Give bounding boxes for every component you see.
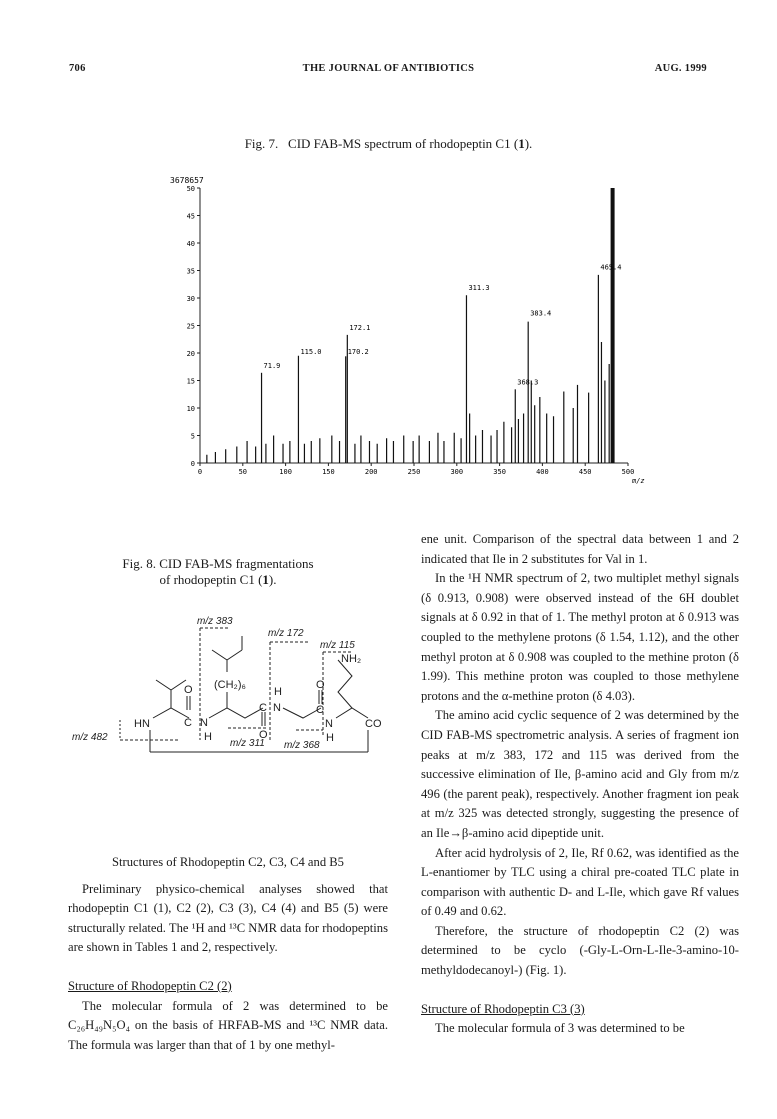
- x-tick-label: 0: [197, 468, 203, 476]
- label-h3: H: [326, 732, 334, 744]
- peak-label: 170.2: [347, 348, 369, 357]
- label-mz368: m/z 368: [284, 740, 320, 751]
- y-tick-label: 10: [186, 405, 195, 413]
- fragmentation-structure: [68, 600, 398, 800]
- left-para-2: The molecular formula of 2 was determined to be C₂₆H₄₉N₅O₄ on the basis of HRFAB-MS and ¹³C NMR data. The formula was larger than that of 1 by one methyl-: [68, 998, 388, 1052]
- backbone-orn: [336, 708, 368, 718]
- x-tick-label: 300: [450, 468, 464, 476]
- right-para-1: ene unit. Comparison of the spectral data between 1 and 2 indicated that Ile in 2 substitutes for Val in 1.: [421, 532, 739, 566]
- x-tick-label: 400: [536, 468, 549, 476]
- label-o1: O: [184, 684, 193, 696]
- right-column: [421, 530, 739, 1039]
- fig8-caption-line2: [68, 572, 368, 588]
- x-axis-unit: m/z: [632, 477, 645, 485]
- y-tick-label: 50: [186, 185, 195, 193]
- issue-date: AUG. 1999: [654, 63, 707, 74]
- label-c2: C: [259, 702, 267, 714]
- label-mz311: m/z 311: [230, 738, 265, 749]
- fig7-caption-prefix: Fig. 7.: [244, 136, 279, 151]
- fig7-caption: [0, 136, 777, 152]
- label-n2: N: [273, 702, 281, 714]
- x-tick-label: 250: [407, 468, 421, 476]
- y-scale-max-label: 3678657: [170, 176, 204, 185]
- right-para-6: The molecular formula of 3 was determined to be: [435, 1021, 685, 1036]
- x-tick-label: 100: [279, 468, 292, 476]
- x-tick-label: 500: [621, 468, 635, 476]
- y-tick-label: 35: [186, 267, 195, 276]
- val-side-chain: [156, 680, 171, 708]
- x-tick-label: 50: [238, 468, 248, 476]
- y-tick-label: 45: [186, 212, 195, 221]
- ms-spectrum-chart: [160, 170, 660, 500]
- left-column: [68, 853, 388, 1055]
- fig8-caption-compound: 1: [262, 572, 269, 587]
- fig8-caption-line1: Fig. 8. CID FAB-MS fragmentations: [122, 556, 314, 571]
- peak-label: 465.4: [600, 263, 622, 272]
- label-nh2: NH₂: [341, 653, 362, 665]
- label-o3: O: [316, 679, 325, 691]
- peak-label: 368.3: [517, 378, 539, 387]
- label-h2: H: [274, 686, 282, 698]
- right-para-5: Therefore, the structure of rhodopeptin C2 (2) was determined to be cyclo (-Gly-L-Orn-L-Ile-3-amino-10-methyldodecanoyl-) (Fig. 1).: [421, 923, 739, 978]
- x-tick-label: 450: [578, 468, 592, 476]
- label-c3: C: [316, 704, 324, 716]
- subheading-c3: Structure of Rhodopeptin C3 (3): [421, 1001, 585, 1016]
- y-tick-label: 5: [190, 432, 195, 441]
- page-number: 706: [69, 63, 86, 74]
- peak-label: 383.4: [530, 309, 552, 318]
- backbone-mid: [209, 708, 263, 718]
- beta-chain-upper: [212, 650, 227, 672]
- right-para-2: In the ¹H NMR spectrum of 2, two multiplet methyl signals (δ 0.913, 0.908) were observed instead of the 6H doublet signals at δ 0.92 in that of 1. The methyl proton at δ 0.913 was coupled to the methylene protons (δ 1.54, 1.12), and the other methyl proton at δ 0.908 was coupled to the methine proton (δ 1.99). This methine proton was coupled to those methylene protons and the α-methine proton (δ 4.03).: [421, 571, 739, 703]
- label-c1: C: [184, 717, 192, 729]
- label-mz115: m/z 115: [320, 640, 355, 651]
- journal-title: THE JOURNAL OF ANTIBIOTICS: [302, 63, 475, 74]
- label-h1: H: [204, 731, 212, 743]
- fig8-caption-text: of rhodopeptin C1 (: [159, 572, 263, 587]
- section-heading: Structures of Rhodopeptin C2, C3, C4 and B5: [112, 855, 344, 869]
- label-n3: N: [325, 718, 333, 730]
- x-tick-label: 150: [322, 468, 335, 476]
- fig8-caption-end: ).: [268, 572, 277, 587]
- beta-branch: [227, 650, 242, 660]
- y-tick-label: 0: [190, 460, 195, 468]
- label-mz172: m/z 172: [268, 628, 304, 639]
- x-tick-label: 350: [493, 468, 506, 476]
- left-para-1: Preliminary physico-chemical analyses showed that rhodopeptin C1 (1), C2 (2), C3 (3), C4 (4) and B5 (5) were structurally related. The ¹H and ¹³C NMR data for rhodopeptins are shown in Tables 1 and 2, respectively.: [68, 881, 388, 955]
- label-co: CO: [365, 718, 382, 730]
- peak-label: 172.1: [349, 323, 371, 332]
- peak-label: 71.9: [263, 361, 281, 370]
- fig7-caption-compound: 1: [518, 136, 525, 151]
- peak-label: 311.3: [468, 283, 490, 292]
- subheading-c2: Structure of Rhodopeptin C2 (2): [68, 978, 232, 993]
- y-tick-label: 40: [186, 240, 195, 248]
- fig7-caption-end: ).: [524, 136, 533, 151]
- fig8-caption: [68, 556, 368, 588]
- label-mz482: m/z 482: [72, 732, 108, 743]
- fig7-caption-text: CID FAB-MS spectrum of rhodopeptin C1 (: [288, 136, 519, 151]
- label-hn: HN: [134, 718, 150, 730]
- label-o2: O: [259, 729, 268, 741]
- y-tick-label: 25: [186, 322, 195, 331]
- y-tick-label: 30: [186, 295, 195, 303]
- y-tick-label: 15: [186, 377, 195, 386]
- right-para-3: The amino acid cyclic sequence of 2 was determined by the CID FAB-MS spectrometric analysis. A series of fragment ion peaks at m/z 383, 172 and 115 was derived from the successive elimination of Ile, β-amino acid and Gly from m/z 496 (the parent peak), respectively. Another fragment ion peak at m/z 325 was detected strongly, suggesting the presence of an Ile→β-amino acid dipeptide unit.: [421, 708, 739, 840]
- label-mz383: m/z 383: [197, 616, 233, 627]
- y-tick-label: 20: [186, 350, 195, 358]
- peak-label: 115.0: [300, 348, 322, 357]
- label-n1: N: [200, 717, 208, 729]
- orn-chain: [338, 660, 352, 708]
- right-para-4: After acid hydrolysis of 2, Ile, Rf 0.62, was identified as the L-enantiomer by TLC using a chiral pre-coated TLC plate in comparison with authentic D- and L-Ile, which gave Rf values of 0.49 and 0.62.: [421, 845, 739, 919]
- label-ch2: (CH₂)₆: [214, 679, 246, 691]
- x-tick-label: 200: [364, 468, 378, 476]
